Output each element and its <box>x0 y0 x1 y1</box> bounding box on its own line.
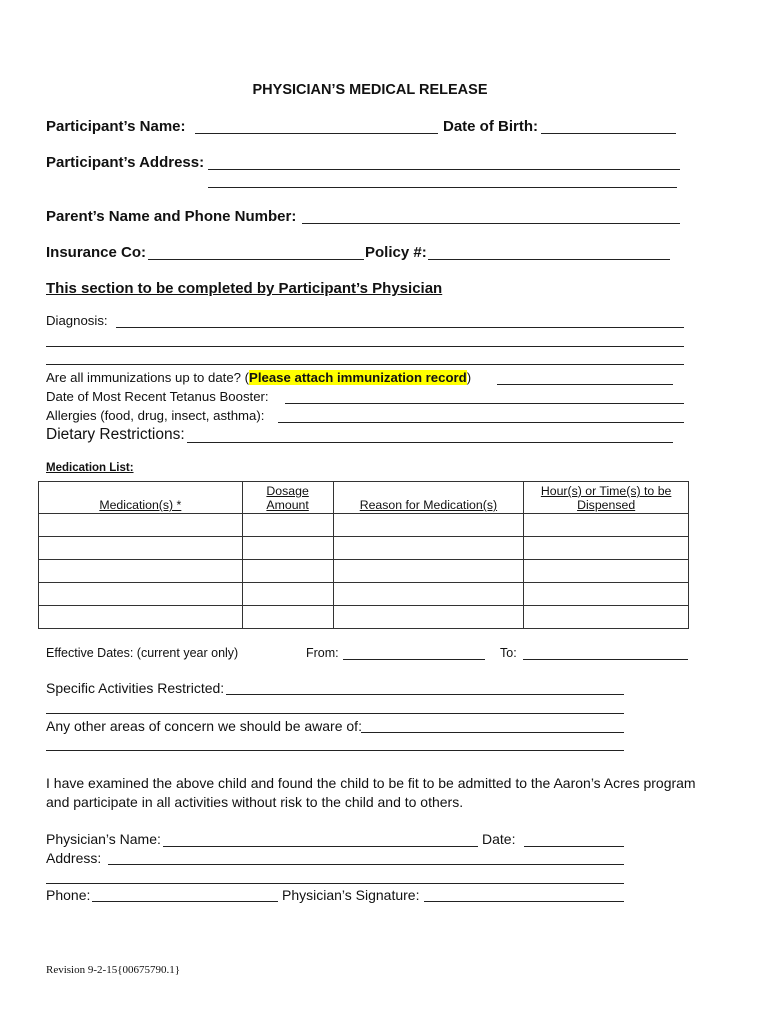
reason-cell[interactable] <box>333 606 524 629</box>
dosage-cell[interactable] <box>242 606 333 629</box>
medication-table-header <box>39 482 689 514</box>
signature-label: Physician’s Signature: <box>282 887 420 903</box>
col-dosage-line1: Dosage <box>266 484 309 498</box>
policy-label: Policy #: <box>365 244 427 261</box>
allergies-label: Allergies (food, drug, insect, asthma): <box>46 408 265 423</box>
effective-dates-label: Effective Dates: (current year only) <box>46 646 239 660</box>
immunizations-highlight: Please attach immunization record <box>249 370 467 385</box>
from-label: From: <box>306 646 339 660</box>
medication-cell[interactable] <box>39 606 243 629</box>
policy-field[interactable] <box>428 259 670 260</box>
col-medications-line2: Medication(s) * <box>99 498 182 512</box>
tetanus-field[interactable] <box>285 403 684 404</box>
physician-address-field-line2[interactable] <box>46 883 624 884</box>
activities-restricted-label: Specific Activities Restricted: <box>46 680 225 696</box>
signoff-date-label: Date: <box>482 831 516 847</box>
diagnosis-field-line2[interactable] <box>46 346 684 347</box>
dob-field[interactable] <box>541 133 676 134</box>
dietary-label: Dietary Restrictions: <box>46 426 185 443</box>
physician-name-field[interactable] <box>163 846 478 847</box>
reason-cell[interactable] <box>333 514 524 537</box>
concerns-field-line2[interactable] <box>46 750 624 751</box>
col-time-header <box>524 482 689 514</box>
diagnosis-field[interactable] <box>116 327 684 328</box>
signoff-date-field[interactable] <box>524 846 624 847</box>
immunizations-prefix: Are all immunizations up to date? ( <box>46 370 250 385</box>
col-reason-line2: Reason for Medication(s) <box>359 498 498 512</box>
table-row <box>39 514 689 537</box>
reason-cell[interactable] <box>333 560 524 583</box>
col-medications-header <box>39 482 243 514</box>
physician-section-heading: This section to be completed by Participant’s Physician <box>46 280 443 297</box>
medication-cell[interactable] <box>39 583 243 606</box>
address-label: Participant’s Address: <box>46 154 205 171</box>
concerns-field[interactable] <box>361 732 624 733</box>
signature-field[interactable] <box>424 901 624 902</box>
col-dosage-line2: Amount <box>266 498 309 512</box>
phone-field[interactable] <box>92 901 278 902</box>
participant-name-field[interactable] <box>195 133 438 134</box>
reason-cell[interactable] <box>333 583 524 606</box>
statement-line2: and participate in all activities without risk to the child and to others. <box>46 794 464 810</box>
activities-restricted-field[interactable] <box>226 694 624 695</box>
time-cell[interactable] <box>524 583 689 606</box>
dosage-cell[interactable] <box>242 583 333 606</box>
time-cell[interactable] <box>524 606 689 629</box>
medication-table <box>38 481 689 629</box>
table-row <box>39 583 689 606</box>
diagnosis-field-line3[interactable] <box>46 364 684 365</box>
to-field[interactable] <box>523 659 688 660</box>
revision-note: Revision 9-2-15{00675790.1} <box>46 964 180 976</box>
participant-name-label: Participant’s Name: <box>46 118 186 135</box>
col-reason-header <box>333 482 524 514</box>
time-cell[interactable] <box>524 537 689 560</box>
dosage-cell[interactable] <box>242 537 333 560</box>
physician-address-field[interactable] <box>108 864 624 865</box>
parent-field[interactable] <box>302 223 680 224</box>
parent-label: Parent’s Name and Phone Number: <box>46 208 297 225</box>
activities-restricted-field-line2[interactable] <box>46 713 624 714</box>
medication-cell[interactable] <box>39 560 243 583</box>
immunizations-question <box>46 370 471 385</box>
medication-cell[interactable] <box>39 514 243 537</box>
immunizations-field[interactable] <box>497 384 673 385</box>
medication-list-heading: Medication List: <box>46 462 134 474</box>
dob-label: Date of Birth: <box>443 118 538 135</box>
table-row <box>39 537 689 560</box>
table-row <box>39 560 689 583</box>
insurance-label: Insurance Co: <box>46 244 147 261</box>
medication-cell[interactable] <box>39 537 243 560</box>
diagnosis-label: Diagnosis: <box>46 313 108 328</box>
physician-address-label: Address: <box>46 850 102 866</box>
allergies-field[interactable] <box>278 422 684 423</box>
physician-name-label: Physician’s Name: <box>46 831 161 847</box>
concerns-label: Any other areas of concern we should be aware of: <box>46 718 362 734</box>
statement-line1: I have examined the above child and found the child to be fit to be admitted to the Aaron’s Acres program <box>46 775 696 791</box>
to-label: To: <box>500 646 517 660</box>
col-time-line1: Hour(s) or Time(s) to be <box>540 484 672 498</box>
address-field[interactable] <box>208 169 680 170</box>
from-field[interactable] <box>343 659 485 660</box>
table-row <box>39 606 689 629</box>
col-time-line2: Dispensed <box>577 498 636 512</box>
insurance-field[interactable] <box>148 259 364 260</box>
immunizations-suffix: ) <box>466 370 472 385</box>
phone-label: Phone: <box>46 887 91 903</box>
dosage-cell[interactable] <box>242 514 333 537</box>
reason-cell[interactable] <box>333 537 524 560</box>
tetanus-label: Date of Most Recent Tetanus Booster: <box>46 389 269 404</box>
time-cell[interactable] <box>524 514 689 537</box>
col-dosage-header <box>242 482 333 514</box>
address-field-line2[interactable] <box>208 187 677 188</box>
dosage-cell[interactable] <box>242 560 333 583</box>
form-title: PHYSICIAN’S MEDICAL RELEASE <box>252 82 488 98</box>
time-cell[interactable] <box>524 560 689 583</box>
dietary-field[interactable] <box>187 442 673 443</box>
